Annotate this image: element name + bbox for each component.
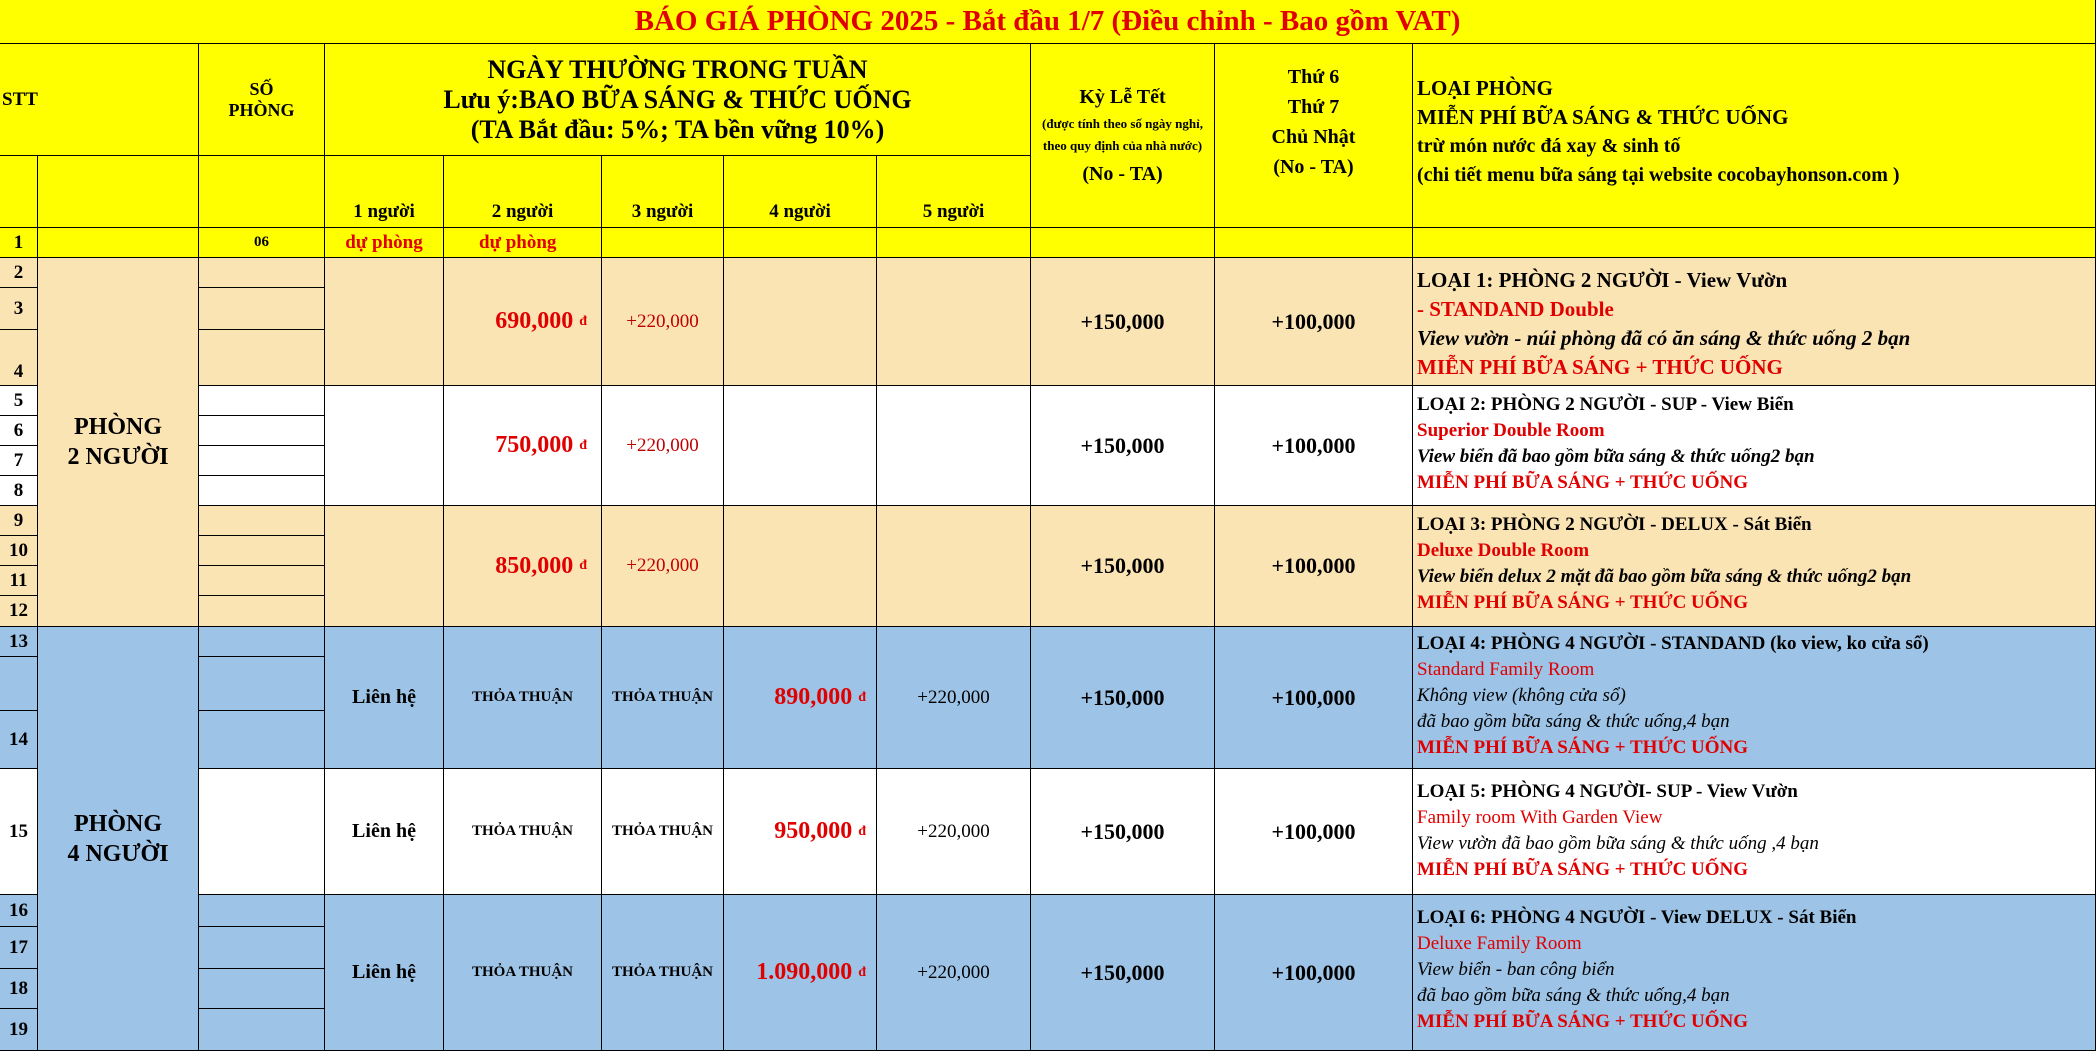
room2-currency: đ [579,437,587,453]
room3-holiday: +150,000 [1031,506,1215,627]
header-holiday-sub: (No - TA) [1082,162,1163,185]
room-number-cell [199,506,325,536]
room2-desc-free: MIỄN PHÍ BỮA SÁNG + THỨC UỐNG [1417,472,1749,493]
row1-so-phong: 06 [199,228,325,258]
header-weekday-line3: (TA Bắt đầu: 5%; TA bền vững 10%) [470,114,885,144]
room-number-cell [199,1009,325,1051]
stt-4: 4 [0,330,38,386]
room2-price [444,386,602,506]
header-person-4: 4 người [724,156,877,228]
room6-extra: +220,000 [877,895,1031,1051]
header-holiday-note: (được tính theo số ngày nghỉ, theo quy định của nhà nước) [1042,115,1203,153]
room-number-cell [199,446,325,476]
room2-weekend: +100,000 [1215,386,1413,506]
row1-p5 [877,228,1031,258]
room1-price-value: 690,000 [495,308,574,334]
room6-desc-free: MIỄN PHÍ BỮA SÁNG + THỨC UỐNG [1417,1011,1749,1032]
room6-price-value: 1.090,000 [756,959,853,985]
row1-p1: dự phòng [325,228,444,258]
room5-price [724,769,877,895]
room2-p1 [325,386,444,506]
room2-desc-name: Superior Double Room [1417,420,1605,441]
room1-desc-title: LOẠI 1: PHÒNG 2 NGƯỜI - View Vườn [1417,268,1788,292]
room6-desc-title: LOẠI 6: PHÒNG 4 NGƯỜI - View DELUX - Sát Biển [1417,907,1857,928]
room2-holiday: +150,000 [1031,386,1215,506]
room-number-cell [199,711,325,769]
room-number-cell [199,536,325,566]
header-stt-label: STT [2,88,38,110]
room-number-cell [199,927,325,969]
stt-10: 10 [0,536,38,566]
stt-3: 3 [0,288,38,330]
room1-currency: đ [579,313,587,329]
stt-13-blank [0,657,38,711]
row1-weekend [1215,228,1413,258]
room-number-cell [199,627,325,657]
header-person-3: 3 người [602,156,724,228]
stt-2: 2 [0,258,38,288]
room3-weekend: +100,000 [1215,506,1413,627]
room6-currency: đ [858,964,866,980]
room2-desc-view: View biển đã bao gồm bữa sáng & thức uống2 bạn [1417,446,1815,467]
header-holiday-title: Kỳ Lễ Tết [1079,85,1166,108]
room3-extra: +220,000 [602,506,724,627]
room5-currency: đ [858,823,866,839]
room4-desc-title: LOẠI 4: PHÒNG 4 NGƯỜI - STANDAND (ko view, ko cửa sổ) [1417,633,1929,654]
room6-p2: THỎA THUẬN [444,895,602,1051]
room4-weekend: +100,000 [1215,627,1413,769]
room4-p3: THỎA THUẬN [602,627,724,769]
row1-p4 [724,228,877,258]
room-number-cell [199,476,325,506]
room2-extra: +220,000 [602,386,724,506]
row1-holiday [1031,228,1215,258]
header-person-5: 5 người [877,156,1031,228]
room1-desc-free: MIỄN PHÍ BỮA SÁNG + THỨC UỐNG [1417,355,1783,379]
room6-desc-view: View biển - ban công biển [1417,959,1615,980]
header-room-type [1413,44,2096,228]
room1-p5 [877,258,1031,386]
header-weekday [325,44,1031,156]
room5-extra: +220,000 [877,769,1031,895]
group-4-nguoi: PHÒNG 4 NGƯỜI [38,627,199,1051]
header-weekday-line2: Lưu ý:BAO BỮA SÁNG & THỨC UỐNG [443,84,912,114]
room-number-cell [199,596,325,627]
stt-17: 17 [0,927,38,969]
header-stt [0,44,199,156]
room1-price [444,258,602,386]
stt-9: 9 [0,506,38,536]
stt-8: 8 [0,476,38,506]
room5-desc [1413,769,2096,895]
room4-p2: THỎA THUẬN [444,627,602,769]
header-blank-c [199,156,325,228]
stt-11: 11 [0,566,38,596]
header-so-phong: SỐ PHÒNG [199,44,325,156]
room5-p1: Liên hệ [325,769,444,895]
room5-p2: THỎA THUẬN [444,769,602,895]
header-room-type-line3: trừ món nước đá xay & sinh tố [1417,135,1681,157]
room4-p1: Liên hệ [325,627,444,769]
room6-desc-include: đã bao gồm bữa sáng & thức uống,4 bạn [1417,985,1730,1006]
room4-desc-free: MIỄN PHÍ BỮA SÁNG + THỨC UỐNG [1417,737,1749,758]
header-room-type-line1: LOẠI PHÒNG [1417,76,1553,100]
room3-price [444,506,602,627]
header-person-1: 1 người [325,156,444,228]
room5-price-value: 950,000 [774,818,853,844]
room1-weekend: +100,000 [1215,258,1413,386]
room5-desc-name: Family room With Garden View [1417,807,1663,828]
room6-price [724,895,877,1051]
stt-7: 7 [0,446,38,476]
stt-15: 15 [0,769,38,895]
room4-price-value: 890,000 [774,684,853,710]
room4-holiday: +150,000 [1031,627,1215,769]
stt-18: 18 [0,969,38,1009]
room2-desc [1413,386,2096,506]
room5-weekend: +100,000 [1215,769,1413,895]
room1-extra: +220,000 [602,258,724,386]
room3-desc-free: MIỄN PHÍ BỮA SÁNG + THỨC UỐNG [1417,592,1749,613]
room6-weekend: +100,000 [1215,895,1413,1051]
room6-desc-name: Deluxe Family Room [1417,933,1582,954]
stt-14: 14 [0,711,38,769]
room-number-cell [199,386,325,416]
room1-holiday: +150,000 [1031,258,1215,386]
room-number-cell [199,258,325,288]
room-number-cell [199,330,325,386]
room-number-cell [199,895,325,927]
room-number-cell [199,969,325,1009]
room-number-cell [199,769,325,895]
room2-p4 [724,386,877,506]
row1-blank [38,228,199,258]
room-number-cell [199,566,325,596]
room1-desc-view: View vườn - núi phòng đã có ăn sáng & thức uống 2 bạn [1417,326,1911,350]
room5-holiday: +150,000 [1031,769,1215,895]
room1-p1 [325,258,444,386]
room4-desc [1413,627,2096,769]
header-blank-a [0,156,38,228]
room4-price [724,627,877,769]
room2-p5 [877,386,1031,506]
row1-p2: dự phòng [444,228,602,258]
stt-12: 12 [0,596,38,627]
stt-13: 13 [0,627,38,657]
room4-extra: +220,000 [877,627,1031,769]
room3-desc-view: View biển delux 2 mặt đã bao gồm bữa sáng & thức uống2 bạn [1417,566,1912,587]
room4-desc-view: Không view (không cửa sổ) [1417,685,1626,706]
room5-p3: THỎA THUẬN [602,769,724,895]
header-weekday-line1: NGÀY THƯỜNG TRONG TUẦN [487,54,868,84]
stt-5: 5 [0,386,38,416]
room3-desc-title: LOẠI 3: PHÒNG 2 NGƯỜI - DELUX - Sát Biển [1417,514,1812,535]
room3-p4 [724,506,877,627]
header-blank-b [38,156,199,228]
stt-6: 6 [0,416,38,446]
room3-p5 [877,506,1031,627]
room5-desc-view: View vườn đã bao gồm bữa sáng & thức uống ,4 bạn [1417,833,1819,854]
room-number-cell [199,657,325,711]
room5-desc-free: MIỄN PHÍ BỮA SÁNG + THỨC UỐNG [1417,859,1749,880]
room6-p1: Liên hệ [325,895,444,1051]
header-room-type-line4: (chi tiết menu bữa sáng tại website cocobayhonson.com ) [1417,164,1900,186]
room4-currency: đ [858,689,866,705]
header-weekend: Thứ 6 Thứ 7 Chủ Nhật (No - TA) [1215,44,1413,228]
header-room-type-line2: MIỄN PHÍ BỮA SÁNG & THỨC UỐNG [1417,105,1789,129]
room1-p4 [724,258,877,386]
stt-19: 19 [0,1009,38,1051]
room2-price-value: 750,000 [495,432,574,458]
room3-desc-name: Deluxe Double Room [1417,540,1590,561]
room1-desc [1413,258,2096,386]
room5-desc-title: LOẠI 5: PHÒNG 4 NGƯỜI- SUP - View Vườn [1417,781,1798,802]
room4-desc-include: đã bao gồm bữa sáng & thức uống,4 bạn [1417,711,1730,732]
room-number-cell [199,416,325,446]
room4-desc-name: Standard Family Room [1417,659,1595,680]
sheet-title: BÁO GIÁ PHÒNG 2025 - Bắt đầu 1/7 (Điều chỉnh - Bao gồm VAT) [0,0,2096,44]
header-holiday [1031,44,1215,228]
room6-desc [1413,895,2096,1051]
room6-holiday: +150,000 [1031,895,1215,1051]
room3-price-value: 850,000 [495,552,574,579]
room6-p3: THỎA THUẬN [602,895,724,1051]
stt-16: 16 [0,895,38,927]
row1-stt: 1 [0,228,38,258]
group-2-nguoi: PHÒNG 2 NGƯỜI [38,258,199,627]
room1-desc-name: - STANDAND Double [1417,297,1614,321]
room-number-cell [199,288,325,330]
room3-desc [1413,506,2096,627]
header-person-2: 2 người [444,156,602,228]
row1-desc [1413,228,2096,258]
room2-desc-title: LOẠI 2: PHÒNG 2 NGƯỜI - SUP - View Biển [1417,394,1794,415]
room3-currency: đ [579,558,587,573]
room3-p1 [325,506,444,627]
row1-p3 [602,228,724,258]
